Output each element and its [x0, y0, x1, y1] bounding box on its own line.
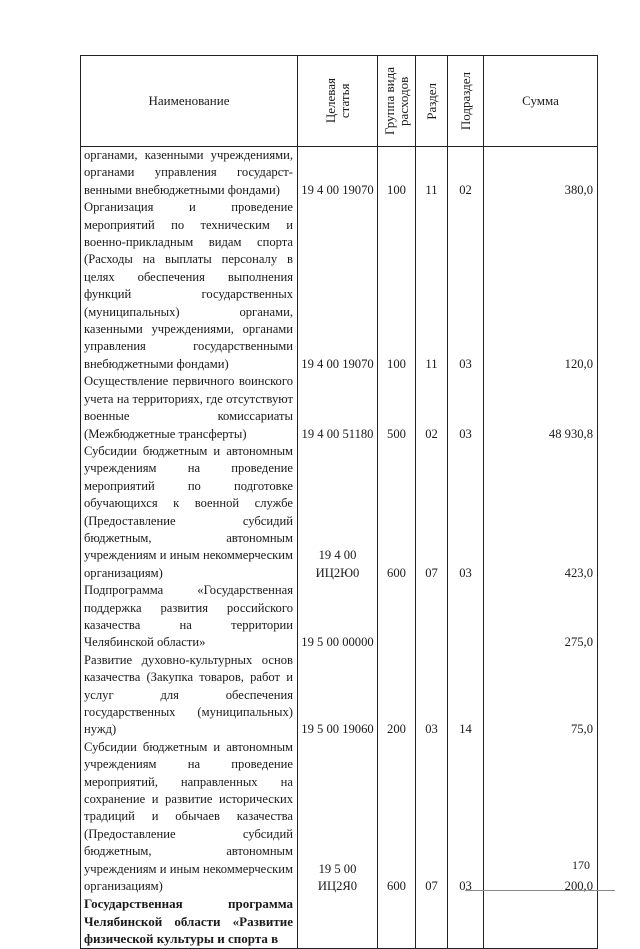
header-target: Целевая статья — [298, 56, 378, 147]
row-name: Организация и проведение мероприятий по техническим и военно-прикладным видам спорта (Расходы на выплаты персоналу в целях обеспечения выполнения функций государственных (муниципальных) органами, казенными учреждениями, органами управления государственными внебюджетными фондами) — [81, 199, 298, 373]
row-name: органами, казенными учреждениями, органами управления государственными внебюджетными фондами) — [81, 147, 298, 200]
row-sum — [484, 895, 598, 948]
row-subsection: 14 — [448, 652, 484, 739]
header-sum: Сумма — [484, 56, 598, 147]
row-subsection: 03 — [448, 739, 484, 896]
row-code: 19 4 00 51180 — [298, 373, 378, 443]
row-subsection: 02 — [448, 147, 484, 200]
header-subsection: Подраздел — [448, 56, 484, 147]
row-section — [416, 582, 448, 652]
table-row — [81, 895, 598, 948]
row-section: 03 — [416, 652, 448, 739]
row-sum: 120,0 — [484, 199, 598, 373]
page-number: 170 — [572, 858, 590, 872]
table-row — [81, 199, 598, 373]
budget-table — [80, 55, 598, 949]
header-row — [81, 56, 598, 147]
row-sum: 423,0 — [484, 443, 598, 582]
header-section: Раздел — [416, 56, 448, 147]
row-code — [298, 895, 378, 948]
row-subsection: 03 — [448, 443, 484, 582]
row-subsection: 03 — [448, 373, 484, 443]
row-name: Субсидии бюджетным и автономным учреждениям на проведение мероприятий по подготовке обучающихся к военной службе (Предоставление субсидий бюджетным, автономным учреждениям и иным некоммерческим организациям) — [81, 443, 298, 582]
row-subsection — [448, 895, 484, 948]
row-sum: 275,0 — [484, 582, 598, 652]
row-section — [416, 895, 448, 948]
row-group: 100 — [378, 199, 416, 373]
row-sum: 75,0 — [484, 652, 598, 739]
row-sum: 200,0 — [484, 739, 598, 896]
row-sum: 48 930,8 — [484, 373, 598, 443]
table-row — [81, 582, 598, 652]
table-row — [81, 739, 598, 896]
row-code: 19 4 00 19070 — [298, 199, 378, 373]
table-row — [81, 373, 598, 443]
row-group: 200 — [378, 652, 416, 739]
program-heading: Государственная программа Челябинской области «Развитие физической культуры и спорта в — [81, 895, 298, 948]
row-subsection — [448, 582, 484, 652]
header-group: Группа вида расходов — [378, 56, 416, 147]
row-section: 11 — [416, 147, 448, 200]
row-group: 500 — [378, 373, 416, 443]
row-sum: 380,0 — [484, 147, 598, 200]
row-code: 19 5 00 19060 — [298, 652, 378, 739]
row-group — [378, 582, 416, 652]
table-row — [81, 652, 598, 739]
row-section: 07 — [416, 443, 448, 582]
header-name: Наименование — [81, 56, 298, 147]
row-code: 19 5 00 00000 — [298, 582, 378, 652]
table-row — [81, 147, 598, 200]
row-section: 07 — [416, 739, 448, 896]
row-code: 19 4 00 19070 — [298, 147, 378, 200]
row-section: 02 — [416, 373, 448, 443]
row-name: Подпрограмма «Государственная поддержка развития российского казачества на территории Челябинской области» — [81, 582, 298, 652]
row-section: 11 — [416, 199, 448, 373]
row-group: 600 — [378, 739, 416, 896]
footer-divider — [465, 890, 615, 891]
row-name: Развитие духовно-культурных основ казачества (Закупка товаров, работ и услуг для обеспечения государственных (муниципальных) нужд) — [81, 652, 298, 739]
row-subsection: 03 — [448, 199, 484, 373]
row-code: 19 4 00 ИЦ2Ю0 — [298, 443, 378, 582]
row-name: Субсидии бюджетным и автономным учреждениям на проведение мероприятий, направленных на сохранение и развитие исторических традиций и обычаев казачества (Предоставление субсидий бюджетным, автономным учреждениям и иным некоммерческим организациям) — [81, 739, 298, 896]
row-group — [378, 895, 416, 948]
table-row — [81, 443, 598, 582]
row-name: Осуществление первичного воинского учета на территориях, где отсутствуют военные комиссариаты (Межбюджетные трансферты) — [81, 373, 298, 443]
row-group: 100 — [378, 147, 416, 200]
row-code: 19 5 00 ИЦ2Я0 — [298, 739, 378, 896]
row-group: 600 — [378, 443, 416, 582]
